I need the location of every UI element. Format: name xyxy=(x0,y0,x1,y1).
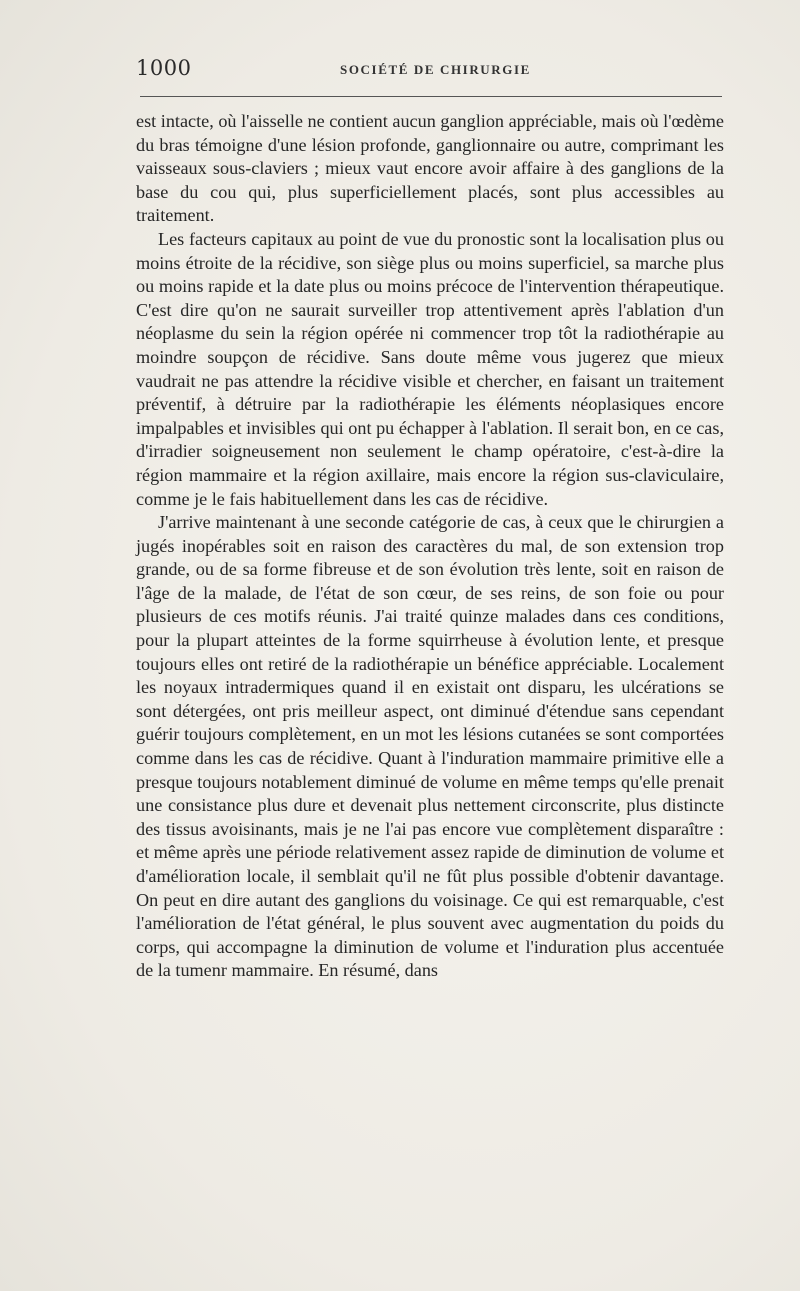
paragraph-continuation: est intacte, où l'aisselle ne contient aucun ganglion appréciable, mais où l'œdème du bras témoigne d'une lésion profonde, ganglionnaire ou autre, comprimant les vaisseaux sous-claviers ; mieux vaut encore avoir affaire à des ganglions de la base du cou qui, plus superficiellement placés, sont plus accessibles au traitement. xyxy=(136,111,724,226)
running-head: SOCIÉTÉ DE CHIRURGIE xyxy=(340,62,531,77)
paragraph-inoperable-cases: J'arrive maintenant à une seconde catégorie de cas, à ceux que le chirurgien a jugés inopérables soit en raison des caractères du mal, de son extension trop grande, ou de sa forme fibreuse et de son évolution très lente, soit en raison de l'âge de la malade, de l'état de son cœur, de ses reins, de son foie ou pour plusieurs de ces motifs réunis. J'ai traité quinze malades dans ces conditions, pour la plupart atteintes de la forme squirrheuse à évolution lente, et presque toujours elles ont retiré de la radiothérapie un bénéfice appréciable. Localement les noyaux intradermiques quand il en existait ont disparu, les ulcérations se sont détergées, ont pris meilleur aspect, ont diminué d'étendue sans cependant guérir toujours complètement, en un mot les lésions cutanées se sont comportées comme dans les cas de récidive. Quant à l'induration mammaire primitive elle a presque toujours notablement diminué de volume en même temps qu'elle prenait une consistance plus dure et devenait plus nettement circonscrite, plus distincte des tissus avoisinants, mais je ne l'ai pas encore vue complètement disparaître : et même après une période relativement assez rapide de diminution de volume et d'amélioration locale, il semblait qu'il ne fût plus possible d'obtenir davantage. On peut en dire autant des ganglions du voisinage. Ce qui est remarquable, c'est l'amélioration de l'état général, le plus souvent avec augmentation du poids du corps, qui accompagne la diminution de volume et l'induration plus accentuée de la tumenr mammaire. En résumé, dans xyxy=(136,512,724,981)
header-rule xyxy=(140,96,722,97)
paragraph-prognostic-factors: Les facteurs capitaux au point de vue du pronostic sont la localisation plus ou moins étroite de la récidive, son siège plus ou moins superficiel, sa marche plus ou moins rapide et la date plus ou moins précoce de l'intervention thérapeutique. C'est dire qu'on ne saurait surveiller trop attentivement après l'ablation d'un néoplasme du sein la région opérée ni commencer trop tôt la radiothérapie au moindre soupçon de récidive. Sans doute même vous jugerez que mieux vaudrait ne pas attendre la récidive visible et chercher, en faisant un traitement préventif, à détruire par la radiothérapie les éléments néoplasiques encore impalpables et invisibles qui ont pu échapper à l'ablation. Il serait bon, en ce cas, d'irradier soigneusement non seulement le champ opératoire, c'est-à-dire la région mammaire et la région axillaire, mais encore la région sus-claviculaire, comme je le fais habituellement dans les cas de récidive. xyxy=(136,228,724,509)
body-text xyxy=(136,110,724,983)
page-header xyxy=(136,52,726,86)
page-number: 1000 xyxy=(136,56,192,80)
